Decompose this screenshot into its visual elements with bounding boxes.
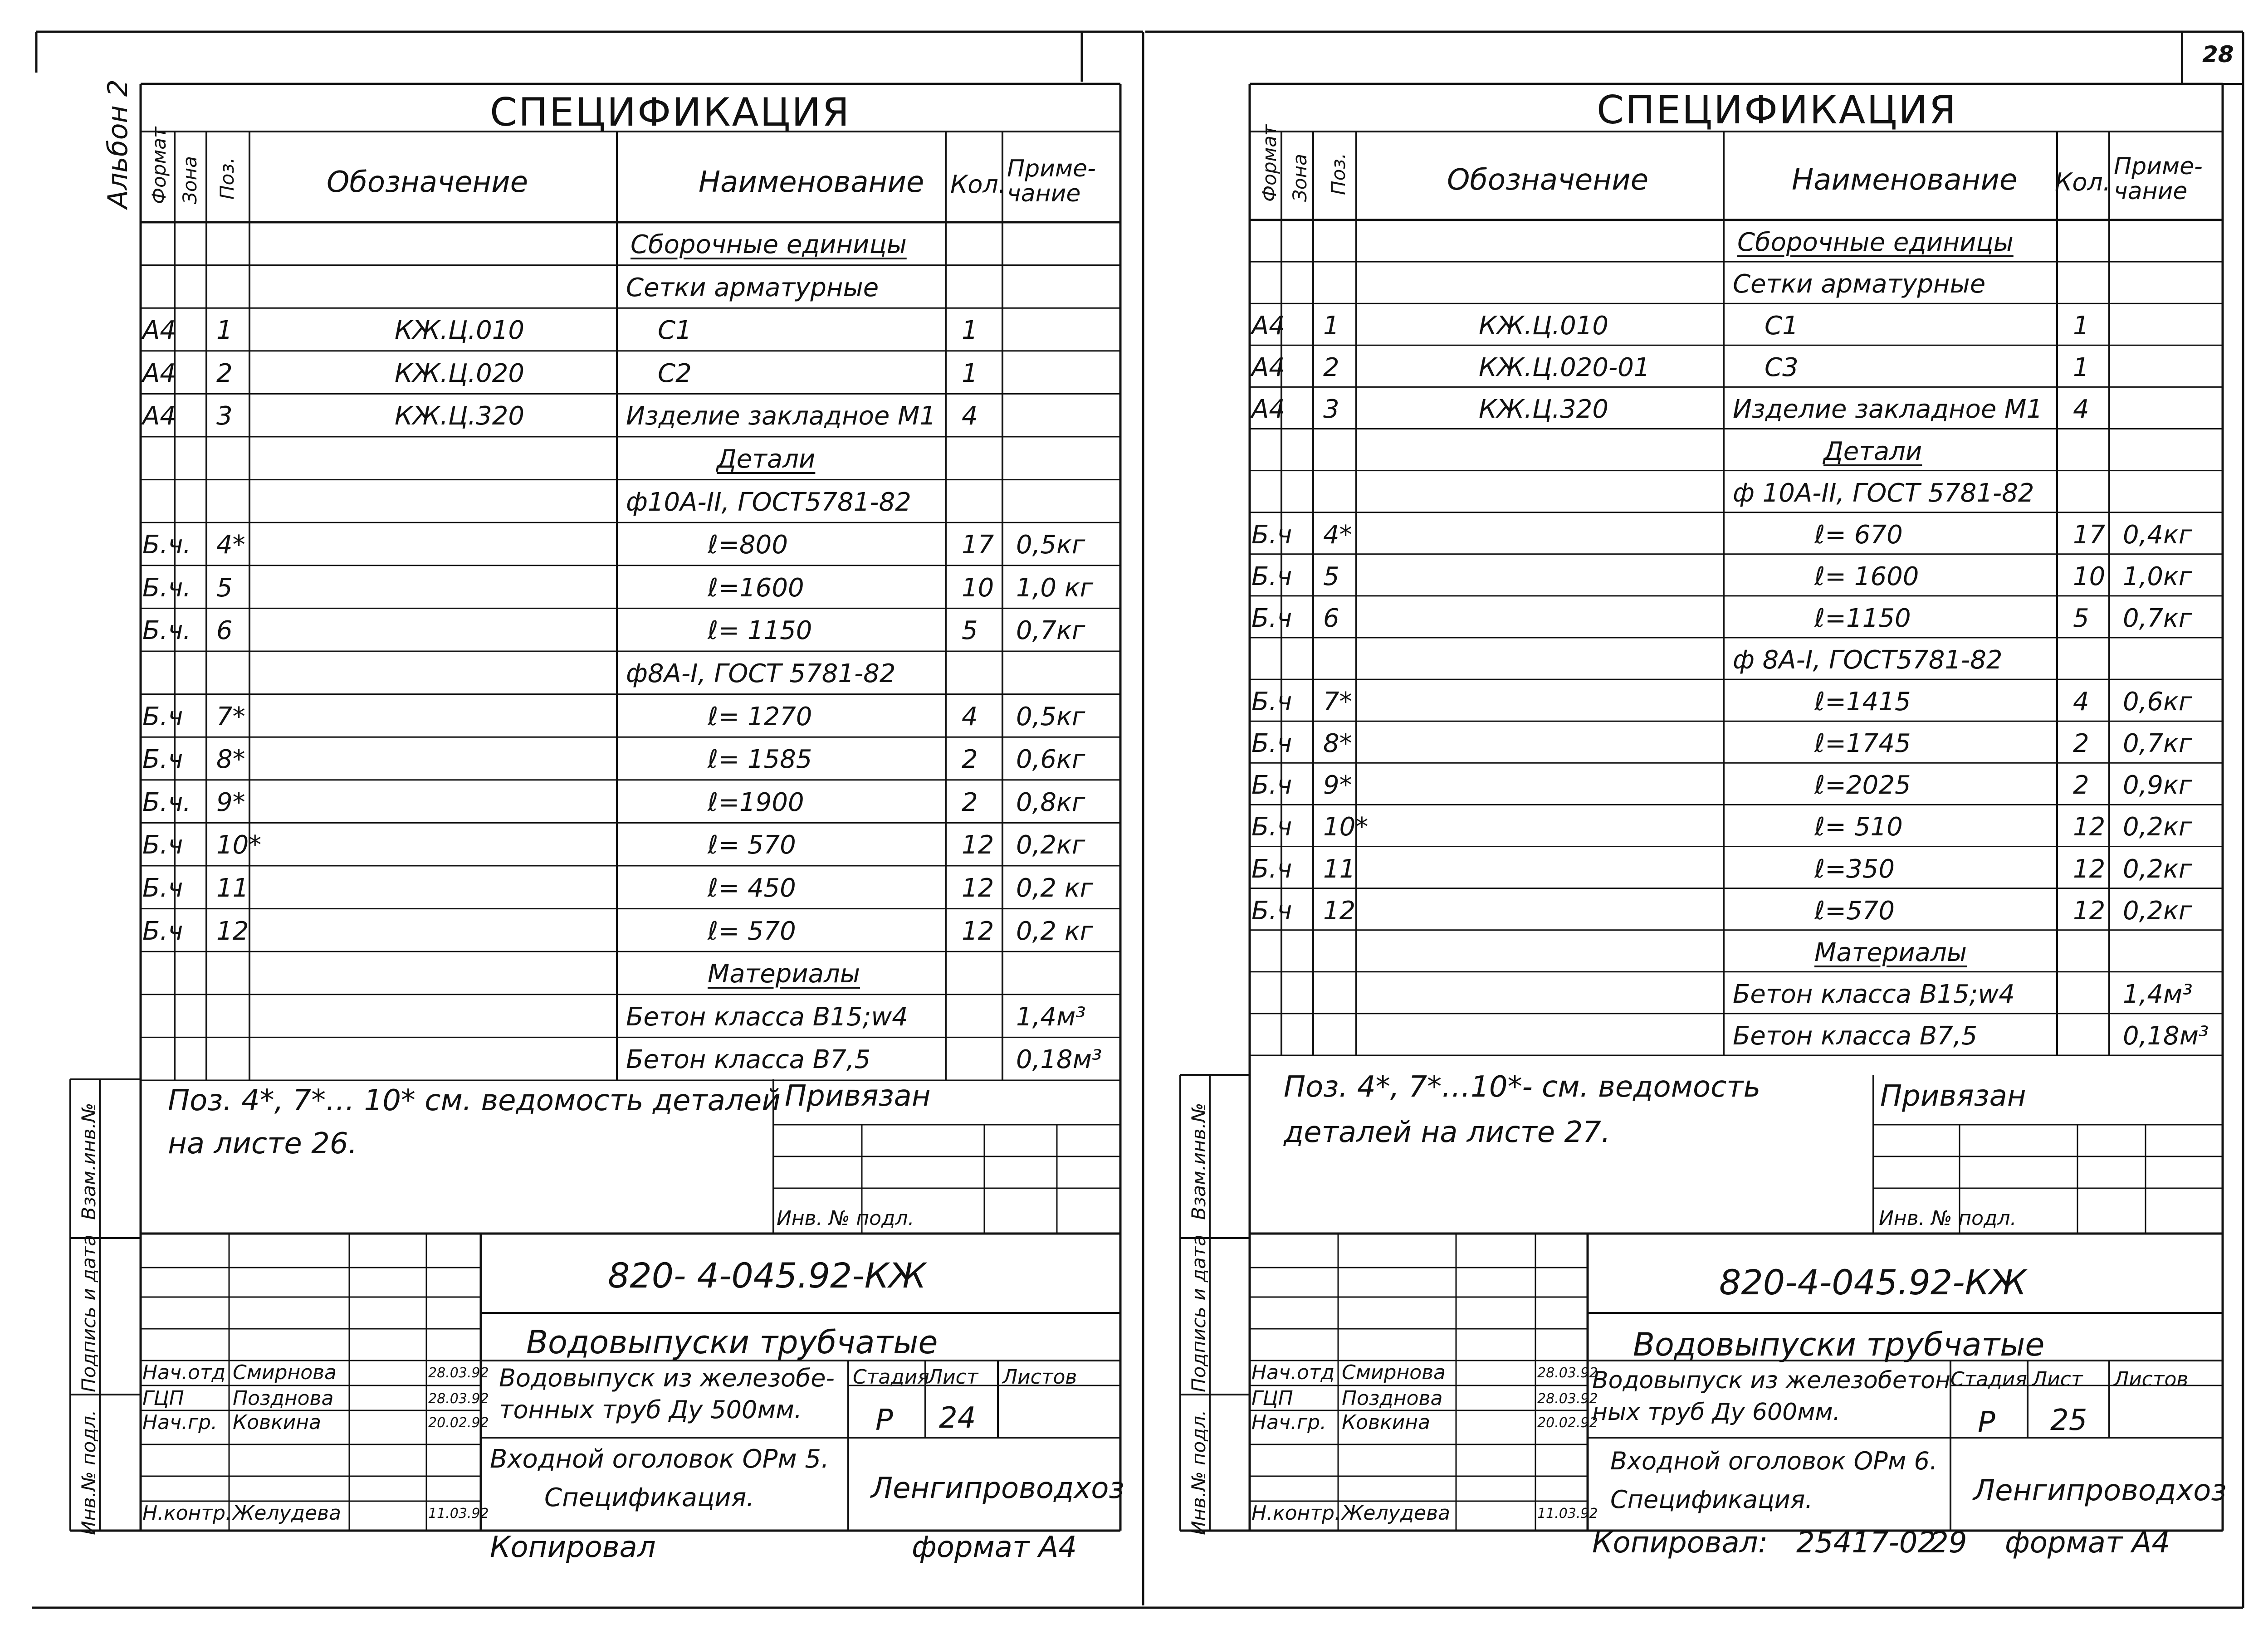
row-name: ℓ=1900 (708, 787, 804, 817)
row-name: ф10А-II, ГОСТ5781-82 (626, 487, 911, 517)
row-note: 0,5кг (1016, 702, 1085, 732)
row-note: 0,18м³ (1016, 1045, 1102, 1075)
col-header-format: Формат (148, 127, 170, 204)
row-position: 3 (1323, 395, 1339, 424)
stamp-role: Н.контр. (142, 1502, 232, 1525)
section-heading: Сборочные единицы (1737, 228, 2014, 257)
row-format: Б.ч (1251, 771, 1292, 800)
stamp-role: ГЦП (1251, 1387, 1293, 1410)
row-format: Б.ч (142, 830, 183, 860)
row-name: ℓ=350 (1814, 854, 1895, 884)
row-position: 3 (216, 401, 233, 431)
row-quantity: 1 (2073, 353, 2089, 383)
side-label-vzam: Взам.инв.№ (78, 1102, 100, 1220)
row-quantity: 2 (2073, 771, 2089, 800)
row-quantity: 4 (962, 702, 978, 732)
row-position: 2 (1323, 353, 1339, 383)
sheet-label: Лист (2032, 1368, 2083, 1391)
format-label: формат А4 (912, 1531, 1077, 1564)
format-label: формат А4 (2005, 1526, 2170, 1560)
document-code: 820-4-045.92-КЖ (1719, 1262, 2027, 1302)
page-title: СПЕЦИФИКАЦИЯ (1597, 88, 1958, 133)
col-header-zone: Зона (1289, 154, 1311, 202)
row-name: С2 (658, 358, 692, 388)
stamp-role: ГЦП (142, 1387, 184, 1410)
side-label-inv: Инв.№ подл. (78, 1410, 100, 1535)
row-note: 1,4м³ (1016, 1002, 1086, 1032)
row-quantity: 17 (2073, 520, 2106, 550)
row-name: Изделие закладное М1 (1733, 395, 2043, 424)
stamp-date: 11.03.92 (1537, 1506, 1598, 1522)
row-name: Бетон класса В7,5 (1733, 1021, 1978, 1051)
stamp-role: Нач.гр. (1251, 1411, 1327, 1434)
col-header-name: Наименование (699, 166, 924, 199)
row-designation: КЖ.Ц.320 (1479, 395, 1609, 424)
row-name: ℓ=800 (708, 530, 788, 560)
row-note: 1,0кг (2123, 561, 2192, 591)
row-position: 10* (1323, 812, 1369, 842)
row-quantity: 2 (962, 787, 978, 817)
row-name: ℓ= 1150 (708, 616, 812, 646)
inv-podl-label: Инв. № подл. (777, 1207, 914, 1230)
description-line-2: тонных труб Ду 500мм. (499, 1395, 802, 1424)
row-position: 6 (216, 616, 233, 646)
row-position: 2 (216, 358, 233, 388)
col-header-designation: Обозначение (1447, 163, 1649, 197)
stamp-role: Нач.гр. (142, 1411, 218, 1434)
row-position: 5 (216, 573, 233, 603)
stamp-name: Позднова (233, 1387, 334, 1410)
stage-label: Стадия (1950, 1368, 2027, 1391)
description-line-3: Входной оголовок ОРм 6. (1610, 1447, 1938, 1475)
row-name: Сетки арматурные (626, 273, 879, 302)
footnote-line-1: Поз. 4*, 7*…10*- см. ведомость (1284, 1070, 1761, 1104)
row-designation: КЖ.Ц.320 (395, 401, 525, 431)
row-name: ℓ= 450 (708, 873, 796, 903)
description-line-3: Входной оголовок ОРм 5. (490, 1444, 829, 1474)
row-position: 12 (216, 916, 249, 946)
row-name: С1 (658, 316, 692, 346)
row-position: 11 (216, 873, 249, 903)
row-name: ℓ=1745 (1814, 729, 1911, 759)
row-format: А4 (1251, 353, 1285, 383)
row-format: Б.ч. (142, 616, 191, 646)
row-quantity: 12 (962, 873, 994, 903)
row-note: 0,6кг (2123, 687, 2192, 717)
row-note: 0,7кг (2123, 603, 2192, 633)
row-format: Б.ч. (142, 787, 191, 817)
row-format: Б.ч (1251, 603, 1292, 633)
row-position: 4* (1323, 520, 1352, 550)
row-designation: КЖ.Ц.020 (395, 358, 525, 388)
copy-page: 29 (1930, 1526, 1967, 1560)
row-position: 4* (216, 530, 245, 560)
row-note: 0,2 кг (1016, 916, 1094, 946)
row-note: 1,0 кг (1016, 573, 1094, 603)
sheet-value: 24 (939, 1401, 976, 1435)
stamp-name: Желудева (1342, 1502, 1451, 1525)
row-quantity: 5 (962, 616, 978, 646)
row-position: 1 (216, 316, 233, 346)
side-label-inv: Инв.№ подл. (1188, 1410, 1210, 1535)
footnote-line-2: деталей на листе 27. (1284, 1116, 1611, 1149)
organization: Ленгипроводхоз (871, 1472, 1124, 1505)
row-note: 0,18м³ (2123, 1021, 2209, 1051)
row-position: 9* (216, 787, 245, 817)
row-name: Бетон класса В7,5 (626, 1045, 871, 1075)
row-name: ф 10А-II, ГОСТ 5781-82 (1733, 478, 2034, 508)
row-note: 0,2кг (2123, 896, 2192, 926)
stamp-date: 11.03.92 (428, 1506, 489, 1522)
row-name: ℓ= 1270 (708, 702, 812, 732)
stage-value: Р (1978, 1406, 1995, 1439)
row-name: ℓ=570 (1814, 896, 1895, 926)
section-heading: Материалы (708, 959, 860, 989)
row-note: 0,8кг (1016, 787, 1085, 817)
side-label-vzam: Взам.инв.№ (1188, 1102, 1210, 1220)
stage-label: Стадия (853, 1366, 929, 1389)
copied-label: Копировал (490, 1531, 656, 1564)
side-label-sign: Подпись и дата (1188, 1234, 1210, 1392)
col-header-pos: Поз. (216, 157, 238, 200)
stamp-name: Ковкина (233, 1411, 321, 1434)
row-name: ℓ= 510 (1814, 812, 1903, 842)
row-designation: КЖ.Ц.010 (395, 316, 525, 346)
footnote-line-2: на листе 26. (168, 1127, 357, 1161)
row-note: 0,2кг (2123, 854, 2192, 884)
row-format: Б.ч (1251, 896, 1292, 926)
section-heading: Материалы (1814, 937, 1967, 967)
row-name: ℓ= 670 (1814, 520, 1903, 550)
row-format: Б.ч (142, 745, 183, 775)
row-format: Б.ч (1251, 520, 1292, 550)
row-note: 0,2кг (2123, 812, 2192, 842)
privyazan-label: Привязан (1880, 1079, 2026, 1113)
row-position: 7* (1323, 687, 1352, 717)
side-label-sign: Подпись и дата (78, 1234, 100, 1392)
stamp-date: 28.03.92 (428, 1365, 489, 1381)
stamp-date: 28.03.92 (1537, 1365, 1598, 1381)
stage-value: Р (875, 1404, 893, 1437)
row-format: А4 (1251, 395, 1285, 424)
row-format: Б.ч (1251, 812, 1292, 842)
row-name: ℓ=1150 (1814, 603, 1911, 633)
copied-label: Копировал: (1592, 1526, 1768, 1560)
row-position: 7* (216, 702, 245, 732)
row-position: 8* (1323, 729, 1352, 759)
row-name: Сетки арматурные (1733, 269, 1986, 299)
row-note: 1,4м³ (2123, 979, 2193, 1009)
row-quantity: 10 (2073, 561, 2106, 591)
organization: Ленгипроводхоз (1973, 1474, 2227, 1507)
stamp-date: 20.02.92 (428, 1415, 489, 1431)
col-header-note: Приме- чание (2114, 153, 2203, 205)
row-note: 0,2 кг (1016, 873, 1094, 903)
document-title: Водовыпуски трубчатые (1633, 1326, 2045, 1363)
col-header-pos: Поз. (1327, 153, 1349, 195)
row-quantity: 1 (962, 316, 978, 346)
row-name: ф 8А-I, ГОСТ5781-82 (1733, 645, 2003, 675)
row-format: А4 (142, 316, 176, 346)
description-line-4: Спецификация. (1610, 1485, 1813, 1514)
stamp-role: Нач.отд (1251, 1361, 1335, 1384)
col-header-qty: Кол. (2055, 168, 2111, 196)
row-format: Б.ч (142, 873, 183, 903)
row-note: 0,7кг (2123, 729, 2192, 759)
row-format: Б.ч. (142, 573, 191, 603)
row-note: 0,9кг (2123, 771, 2192, 800)
row-format: Б.ч (142, 702, 183, 732)
row-name: ℓ=1415 (1814, 687, 1911, 717)
row-quantity: 1 (962, 358, 978, 388)
col-header-designation: Обозначение (327, 166, 528, 199)
row-position: 5 (1323, 561, 1339, 591)
section-heading: Сборочные единицы (631, 230, 907, 259)
row-position: 6 (1323, 603, 1339, 633)
row-note: 0,6кг (1016, 745, 1085, 775)
sheets-label: Листов (1002, 1366, 1077, 1389)
row-format: Б.ч (1251, 561, 1292, 591)
row-note: 0,5кг (1016, 530, 1085, 560)
row-name: Изделие закладное М1 (626, 401, 936, 431)
stamp-role: Н.контр. (1251, 1502, 1341, 1525)
row-name: Бетон класса В15;w4 (1733, 979, 2015, 1009)
row-format: А4 (142, 401, 176, 431)
inv-podl-label: Инв. № подл. (1879, 1207, 2017, 1230)
row-quantity: 12 (2073, 854, 2106, 884)
col-header-zone: Зона (179, 156, 201, 204)
col-header-qty: Кол. (950, 170, 1007, 199)
row-quantity: 4 (2073, 687, 2089, 717)
row-format: Б.ч (1251, 687, 1292, 717)
album-label: Альбон 2 (102, 79, 134, 209)
row-quantity: 2 (962, 745, 978, 775)
stamp-date: 28.03.92 (1537, 1391, 1598, 1407)
row-designation: КЖ.Ц.010 (1479, 311, 1609, 341)
row-position: 8* (216, 745, 245, 775)
stamp-name: Позднова (1342, 1387, 1443, 1410)
row-format: Б.ч (142, 916, 183, 946)
row-note: 0,2кг (1016, 830, 1085, 860)
row-note: 0,4кг (2123, 520, 2192, 550)
row-name: ℓ=2025 (1814, 771, 1911, 800)
description-line-4: Спецификация. (544, 1483, 755, 1512)
row-name: ф8А-I, ГОСТ 5781-82 (626, 659, 896, 688)
sheets-label: Листов (2114, 1368, 2189, 1391)
description-line-2: ных труб Ду 600мм. (1592, 1399, 1841, 1426)
row-quantity: 2 (2073, 729, 2089, 759)
row-name: Бетон класса В15;w4 (626, 1002, 908, 1032)
row-quantity: 12 (2073, 896, 2106, 926)
row-position: 12 (1323, 896, 1356, 926)
stamp-date: 28.03.92 (428, 1391, 489, 1407)
description-line-1: Водовыпуск из железобетон (1592, 1367, 1950, 1394)
col-header-note: Приме- чание (1007, 155, 1096, 207)
row-note: 0,7кг (1016, 616, 1085, 646)
row-quantity: 12 (2073, 812, 2106, 842)
row-quantity: 17 (962, 530, 994, 560)
privyazan-label: Привязан (785, 1079, 931, 1113)
document-code: 820- 4-045.92-КЖ (608, 1255, 926, 1296)
row-quantity: 12 (962, 916, 994, 946)
stamp-name: Смирнова (1342, 1361, 1446, 1384)
row-format: А4 (1251, 311, 1285, 341)
row-quantity: 10 (962, 573, 994, 603)
row-name: С3 (1765, 353, 1799, 383)
row-quantity: 4 (962, 401, 978, 431)
row-name: ℓ= 1600 (1814, 561, 1919, 591)
col-header-name: Наименование (1792, 163, 2018, 197)
row-position: 9* (1323, 771, 1352, 800)
row-quantity: 4 (2073, 395, 2089, 424)
stamp-date: 20.02.92 (1537, 1415, 1598, 1431)
page-number: 28 (2202, 41, 2234, 68)
row-quantity: 1 (2073, 311, 2089, 341)
row-designation: КЖ.Ц.020-01 (1479, 353, 1650, 383)
stamp-role: Нач.отд (142, 1361, 226, 1384)
sheet-label: Лист (928, 1366, 978, 1389)
row-format: А4 (142, 358, 176, 388)
stamp-name: Желудева (233, 1502, 342, 1525)
row-name: ℓ= 570 (708, 830, 796, 860)
footnote-line-1: Поз. 4*, 7*… 10* см. ведомость деталей (168, 1084, 781, 1117)
copy-number: 25417-02 (1796, 1526, 1936, 1560)
row-name: С1 (1765, 311, 1799, 341)
section-heading: Детали (1823, 436, 1922, 466)
row-position: 10* (216, 830, 262, 860)
stamp-name: Смирнова (233, 1361, 337, 1384)
stamp-name: Ковкина (1342, 1411, 1430, 1434)
col-header-format: Формат (1258, 124, 1281, 202)
sheet-value: 25 (2050, 1404, 2087, 1437)
row-format: Б.ч (1251, 854, 1292, 884)
page-title: СПЕЦИФИКАЦИЯ (490, 90, 851, 135)
description-line-1: Водовыпуск из железобе- (499, 1364, 835, 1392)
row-quantity: 12 (962, 830, 994, 860)
row-format: Б.ч (1251, 729, 1292, 759)
row-name: ℓ=1600 (708, 573, 804, 603)
row-quantity: 5 (2073, 603, 2089, 633)
row-position: 1 (1323, 311, 1339, 341)
row-format: Б.ч. (142, 530, 191, 560)
row-name: ℓ= 1585 (708, 745, 812, 775)
row-name: ℓ= 570 (708, 916, 796, 946)
row-position: 11 (1323, 854, 1356, 884)
document-title: Водовыпуски трубчатые (526, 1324, 938, 1361)
section-heading: Детали (717, 444, 816, 474)
